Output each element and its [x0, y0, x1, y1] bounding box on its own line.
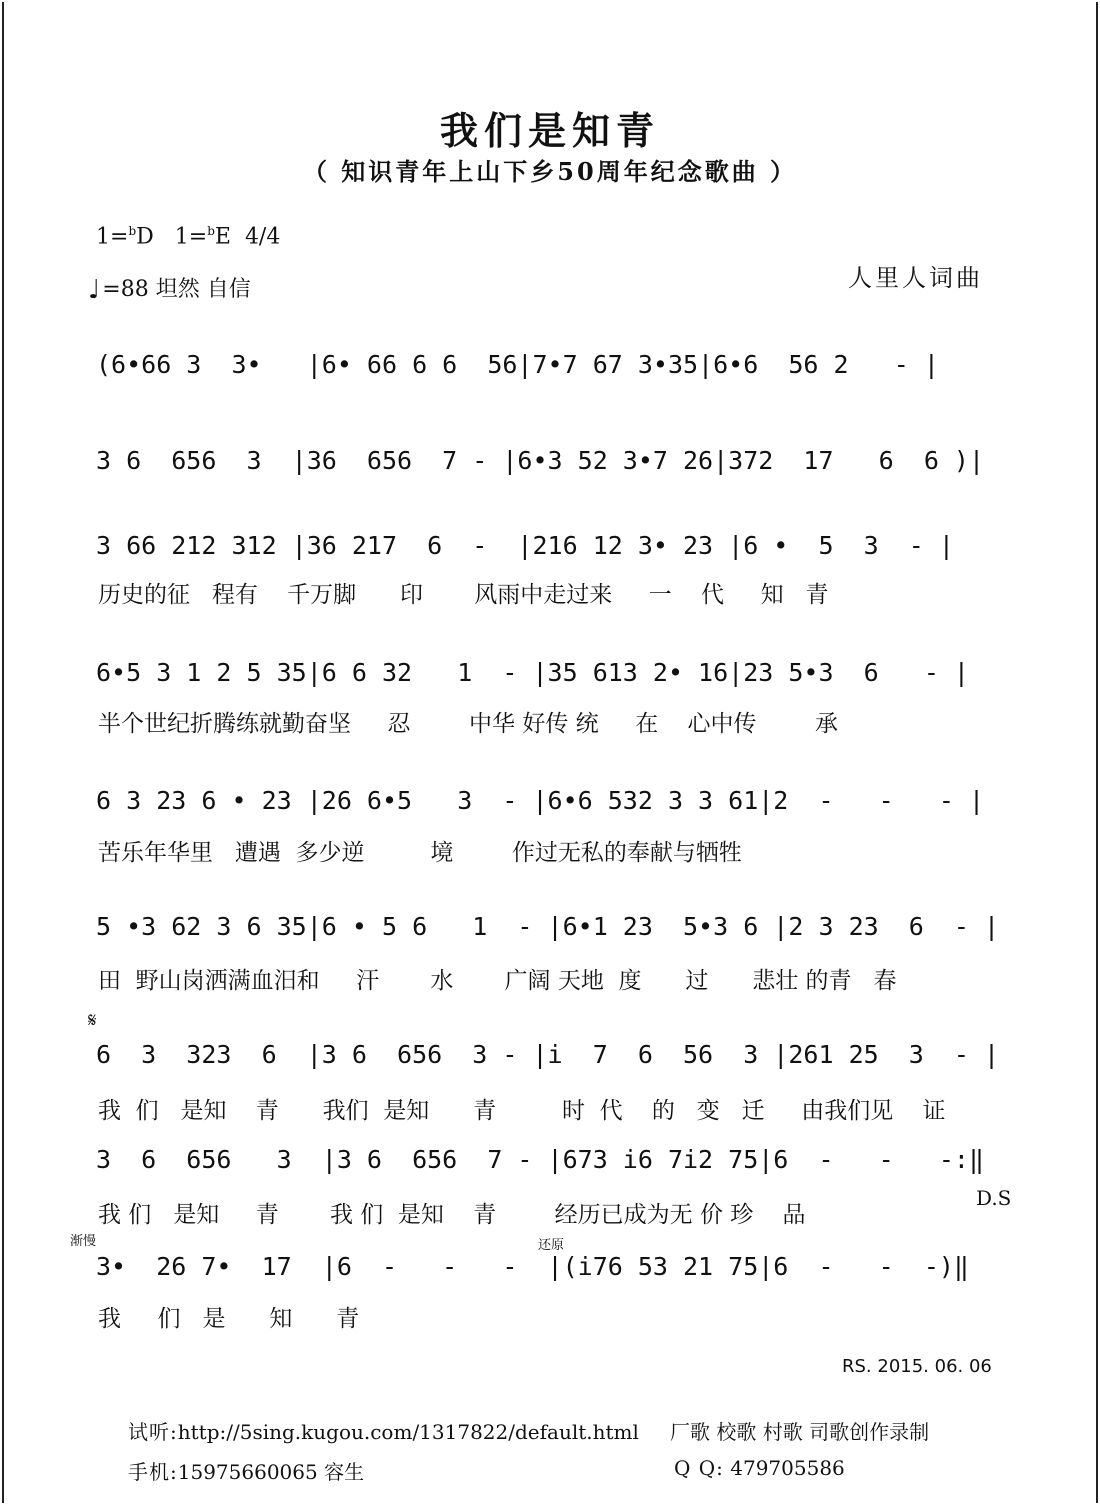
segno-mark: 𝄋	[88, 1008, 97, 1032]
phone-label: 手机:	[128, 1460, 178, 1484]
tempo-mood: 坦然 自信	[155, 277, 251, 302]
score-line-6-lyrics: 田 野山岗洒满血汨和 汗 水 广阔 天地 度 过 悲壮 的青 春	[98, 968, 897, 994]
tempo-marking	[88, 272, 251, 305]
score-line-4-lyrics: 半个世纪折腾练就勤奋坚 忍 中华 好传 统 在 心中传 承	[98, 711, 838, 737]
a-tempo-mark: 还原	[538, 1238, 565, 1253]
score-line-6-notes: 5 •3 62 3 6 35|6 • 5 6 1 - |6•1 23 5•3 6 |2 3 23 6 - |	[96, 912, 1000, 941]
key-signature	[96, 224, 280, 249]
phone-number: 15975660065 容生	[177, 1460, 365, 1484]
key2-note: E	[214, 224, 231, 250]
score-line-7-lyrics: 我 们 是知 青 我们 是知 青 时 代 的 变 迁 由我们见 证	[98, 1098, 946, 1124]
score-line-5-lyrics: 苦乐年华里 遭遇 多少逆 境 作过无私的奉献与牺牲	[98, 840, 742, 866]
key2-flat: b	[207, 224, 215, 238]
score-line-3-lyrics: 历史的征 程有 千万脚 印 风雨中走过来 一 代 知 青	[98, 582, 829, 608]
song-title: 我们是知青	[439, 108, 660, 153]
song-subtitle: （ 知识青年上山下乡50周年纪念歌曲 ）	[302, 157, 798, 186]
score-line-9-notes: 3• 26 7• 17 |6 - - - |(i76 53 21 75|6 - - -)‖	[96, 1252, 969, 1281]
score-line-8-lyrics: 我 们 是知 青 我 们 是知 青 经历已成为无 价 珍 品	[98, 1202, 806, 1228]
score-line-8-notes: 3 6 656 3 |3 6 656 7 - |673 i6 7i2 75|6 - - -:‖	[96, 1145, 985, 1174]
key1-note: D	[136, 224, 154, 250]
key2-base: 1=	[174, 224, 208, 250]
dal-segno-mark: D.S	[976, 1186, 1012, 1210]
listen-label: 试听:	[128, 1420, 178, 1444]
time-signature: 4/4	[244, 224, 281, 250]
qq-label: Q Q:	[674, 1456, 724, 1480]
tempo-bpm: =88	[102, 277, 149, 302]
ritardando-mark: 渐慢	[70, 1234, 97, 1249]
production-credit: 厂歌 校歌 村歌 司歌创作录制	[670, 1420, 930, 1444]
qq-info	[674, 1456, 845, 1480]
listen-info	[128, 1416, 639, 1445]
score-line-2-notes: 3 6 656 3 |36 656 7 - |6•3 52 3•7 26|372 17 6 6 )|	[96, 446, 985, 475]
phone-info	[128, 1456, 364, 1485]
record-date: RS. 2015. 06. 06	[842, 1356, 992, 1377]
score-line-5-notes: 6 3 23 6 • 23 |26 6•5 3 - |6•6 532 3 3 61|2 - - - |	[96, 786, 985, 815]
listen-url: http://5sing.kugou.com/1317822/default.html	[177, 1420, 639, 1444]
score-line-3-notes: 3 66 212 312 |36 217 6 - |216 12 3• 23 |6 • 5 3 - |	[96, 531, 954, 560]
composer-credit: 人里人词曲	[848, 264, 983, 292]
quarter-note-icon: ♩	[88, 275, 101, 305]
key1-flat: b	[128, 224, 137, 238]
score-line-1-notes: (6•66 3 3• |6• 66 6 6 56|7•7 67 3•35|6•6 56 2 - |	[96, 350, 939, 379]
score-line-7-notes: 6 3 323 6 |3 6 656 3 - |i 7 6 56 3 |261 25 3 - |	[96, 1040, 1000, 1069]
score-line-4-notes: 6•5 3 1 2 5 35|6 6 32 1 - |35 613 2• 16|23 5•3 6 - |	[96, 658, 969, 687]
qq-number: 479705586	[730, 1456, 845, 1480]
key1-base: 1=	[96, 224, 129, 250]
score-line-9-lyrics: 我 们 是 知 青	[98, 1306, 360, 1332]
